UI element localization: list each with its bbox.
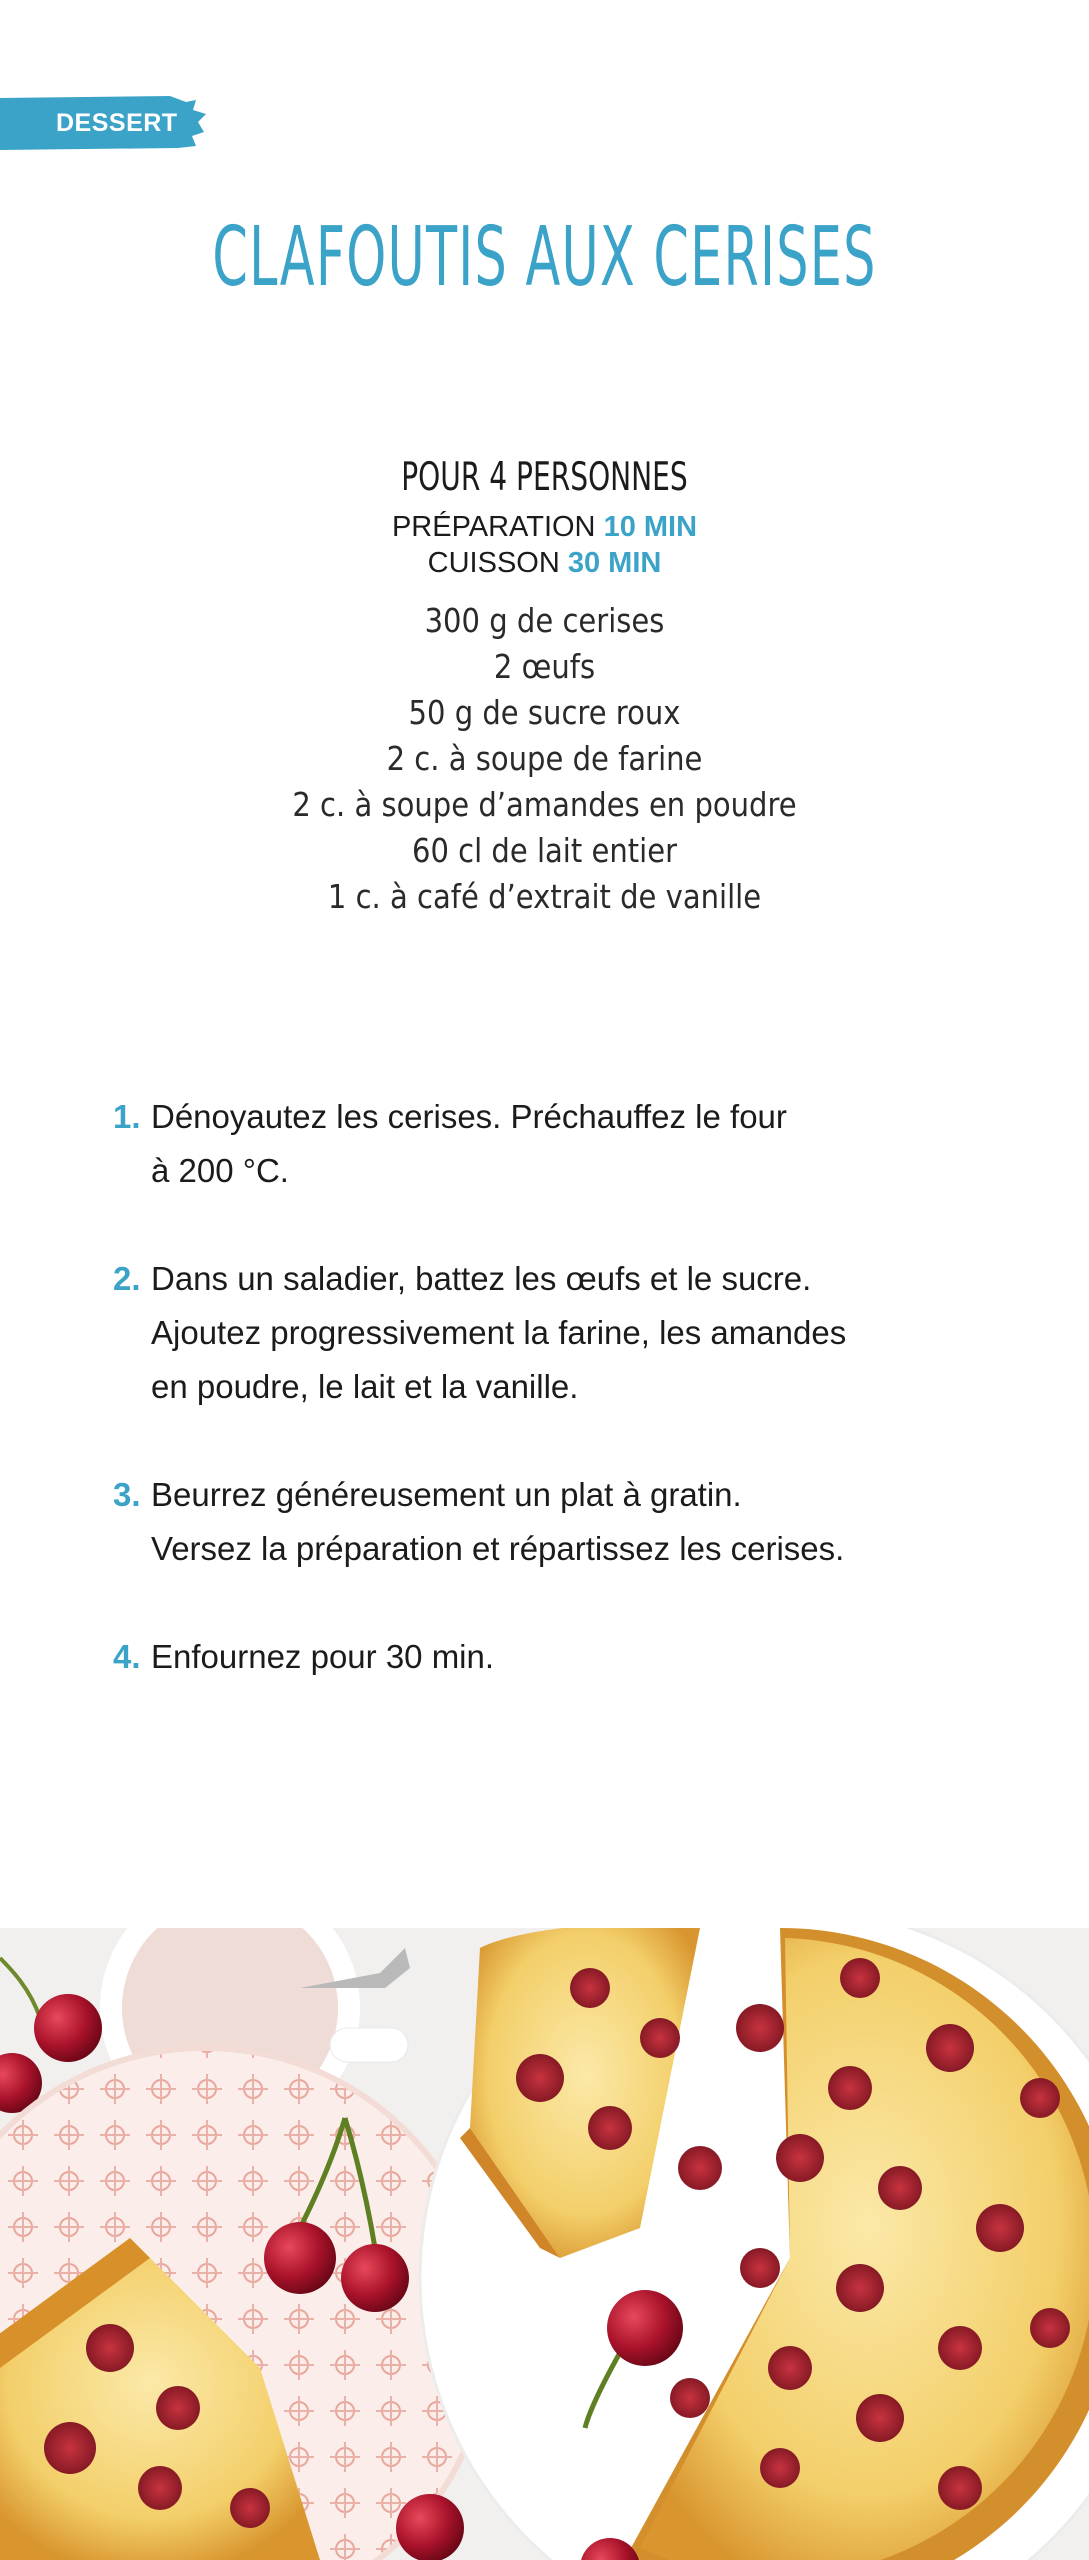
step-text: Beurrez généreusement un plat à gratin. Versez la préparation et répartissez les cerises. (151, 1476, 845, 1567)
clafoutis-photo (0, 1928, 1089, 2560)
clafoutis-illustration (0, 1928, 1089, 2560)
step-number: 2. (113, 1260, 141, 1297)
ingredient-item: 1 c. à café d’extrait de vanille (327, 877, 762, 916)
cook-value: 30 MIN (567, 547, 662, 579)
prep-value: 10 MIN (603, 511, 698, 543)
step-item (113, 1252, 1013, 1414)
step-item (113, 1468, 1013, 1576)
cook-label: CUISSON (427, 547, 560, 579)
step-item (113, 1630, 1013, 1684)
step-number: 3. (113, 1476, 141, 1513)
step-text: Dénoyautez les cerises. Préchauffez le four à 200 °C. (151, 1098, 787, 1189)
ingredient-item: 60 cl de lait entier (411, 831, 678, 870)
prep-label: PRÉPARATION (391, 511, 596, 543)
recipe-title: CLAFOUTIS AUX CERISES (212, 210, 877, 305)
ingredient-item: 2 c. à soupe de farine (386, 739, 703, 778)
ingredient-item: 2 œufs (493, 647, 596, 686)
step-text: Dans un saladier, battez les œufs et le sucre. Ajoutez progressivement la farine, les amandes en poudre, le lait et la vanille. (151, 1260, 847, 1405)
servings: POUR 4 PERSONNES (401, 455, 688, 500)
ingredient-item: 50 g de sucre roux (408, 693, 681, 732)
ingredient-item: 2 c. à soupe d’amandes en poudre (292, 785, 797, 824)
step-number: 4. (113, 1638, 141, 1675)
step-number: 1. (113, 1098, 141, 1135)
category-label: DESSERT (56, 108, 178, 137)
step-item (113, 1090, 1013, 1198)
step-text: Enfournez pour 30 min. (151, 1638, 495, 1675)
ingredient-item: 300 g de cerises (424, 601, 665, 640)
